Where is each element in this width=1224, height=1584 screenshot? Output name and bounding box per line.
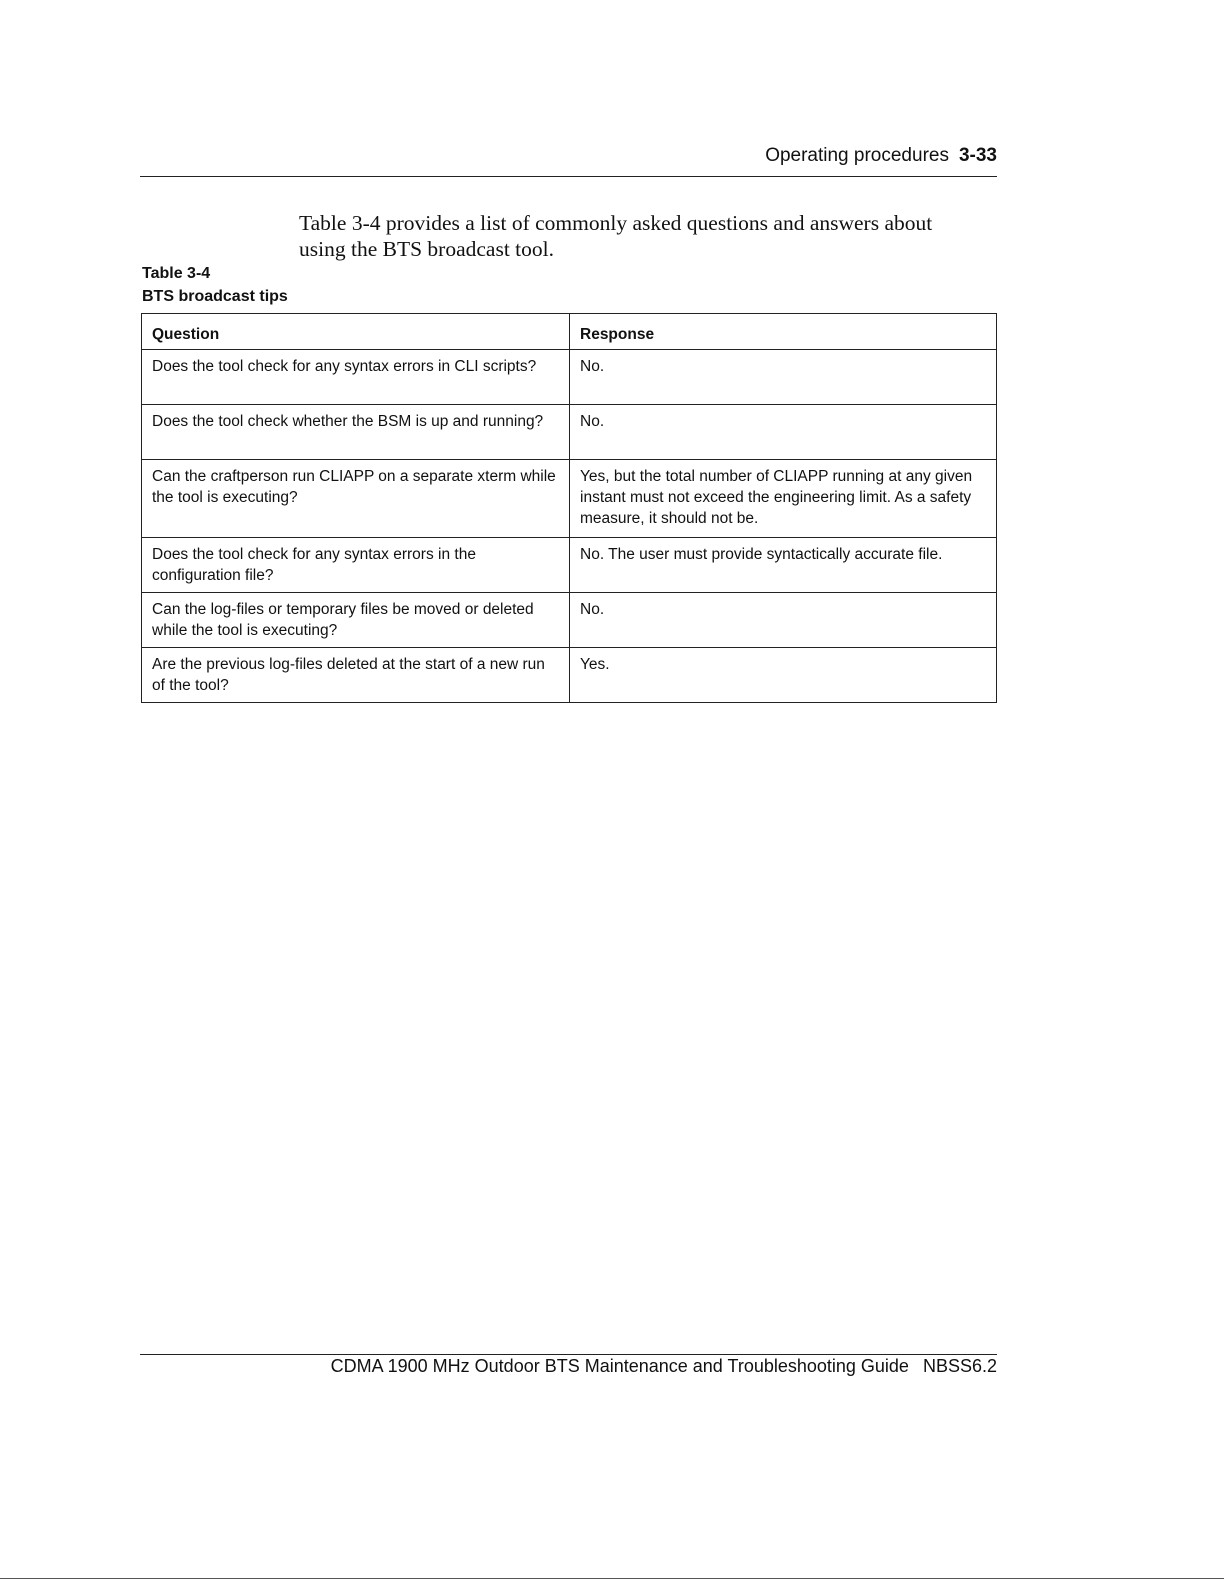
header-rule [140,176,997,177]
document-id: NBSS6.2 [922,1356,997,1376]
page-number: 3-33 [958,145,997,166]
scan-edge-line [0,1578,1224,1579]
table-header-row [142,314,997,350]
question-cell: Does the tool check whether the BSM is up and running? [142,405,570,460]
response-cell: No. [570,350,997,405]
running-header [765,145,997,167]
table-row [142,460,997,538]
question-cell: Are the previous log-files deleted at the start of a new run of the tool? [142,648,570,703]
column-header-question: Question [142,314,570,350]
page-footer [140,1350,997,1380]
response-cell: No. [570,405,997,460]
page-header [140,143,997,179]
footer-text [331,1356,997,1377]
table-title: BTS broadcast tips [142,288,288,305]
question-cell: Does the tool check for any syntax errors in the configuration file? [142,538,570,593]
question-cell: Does the tool check for any syntax errors in CLI scripts? [142,350,570,405]
intro-paragraph: Table 3-4 provides a list of commonly asked questions and answers about using the BTS broadcast tool. [299,210,933,261]
table-caption [142,262,288,308]
table-row [142,648,997,703]
tips-table [141,313,997,703]
response-cell: No. The user must provide syntactically accurate file. [570,538,997,593]
table-row [142,593,997,648]
question-cell: Can the craftperson run CLIAPP on a separate xterm while the tool is executing? [142,460,570,538]
column-header-response: Response [570,314,997,350]
response-cell: Yes, but the total number of CLIAPP running at any given instant must not exceed the engineering limit. As a safety measure, it should not be. [570,460,997,538]
footer-rule [140,1354,997,1355]
document-title: CDMA 1900 MHz Outdoor BTS Maintenance and Troubleshooting Guide [330,1356,909,1376]
table-row [142,538,997,593]
table-row [142,350,997,405]
question-cell: Can the log-files or temporary files be moved or deleted while the tool is executing? [142,593,570,648]
table-row [142,405,997,460]
section-title: Operating procedures [765,145,949,166]
response-cell: Yes. [570,648,997,703]
response-cell: No. [570,593,997,648]
table-number: Table 3-4 [142,265,211,282]
